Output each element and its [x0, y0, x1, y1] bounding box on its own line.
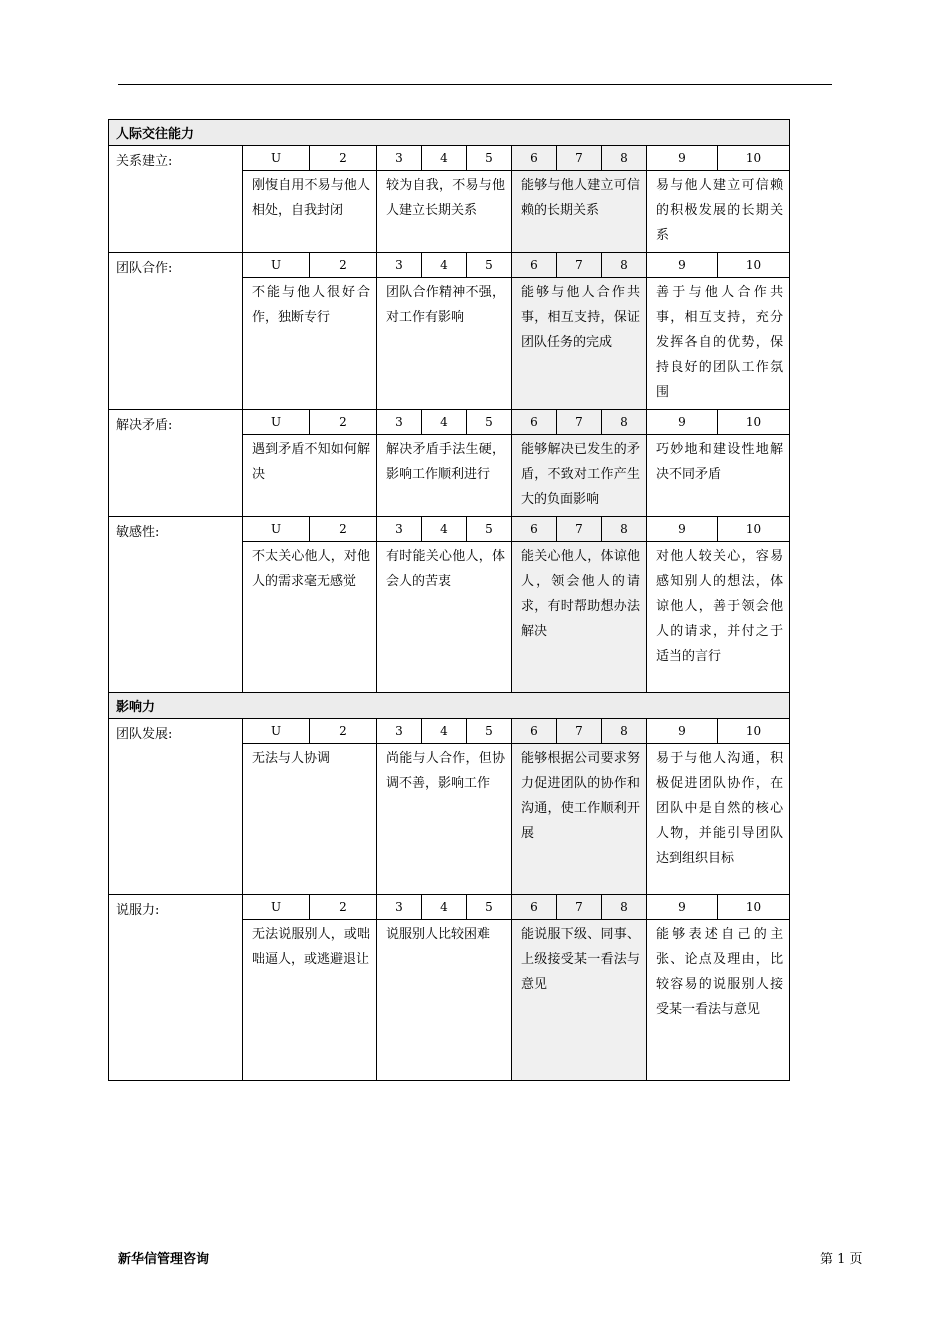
score-cell: 9: [647, 719, 718, 744]
score-cell: 7: [557, 895, 602, 920]
level-description: 遇到矛盾不知如何解决: [243, 435, 377, 517]
score-cell: 4: [422, 253, 467, 278]
score-cell: 8: [602, 719, 647, 744]
level-description: 不太关心他人，对他人的需求毫无感觉: [243, 542, 377, 693]
score-cell: 9: [647, 517, 718, 542]
score-cell: U: [243, 517, 310, 542]
score-cell: 10: [718, 410, 790, 435]
score-cell: 7: [557, 253, 602, 278]
score-cell: 3: [377, 253, 422, 278]
scale-row: [109, 410, 790, 435]
score-cell: U: [243, 719, 310, 744]
section-title: 影响力: [109, 693, 790, 719]
score-cell: 8: [602, 517, 647, 542]
criterion-label: 说服力:: [109, 895, 243, 1081]
score-cell: 2: [310, 517, 377, 542]
scale-row: [109, 719, 790, 744]
score-cell: 6: [512, 146, 557, 171]
score-cell: 3: [377, 410, 422, 435]
score-cell: 5: [467, 719, 512, 744]
criterion-label: 解决矛盾:: [109, 410, 243, 517]
level-description: 能关心他人，体谅他人，领会他人的请求，有时帮助想办法解决: [512, 542, 647, 693]
level-description: 对他人较关心，容易感知别人的想法，体谅他人，善于领会他人的请求，并付之于适当的言行: [647, 542, 790, 693]
score-cell: 7: [557, 146, 602, 171]
level-description: 较为自我，不易与他人建立长期关系: [377, 171, 512, 253]
level-description: 能够与他人合作共事，相互支持，保证团队任务的完成: [512, 278, 647, 410]
score-cell: 5: [467, 895, 512, 920]
score-cell: 3: [377, 895, 422, 920]
criterion-label: 团队发展:: [109, 719, 243, 895]
header-rule: [118, 84, 832, 85]
criterion-label: 敏感性:: [109, 517, 243, 693]
level-description: 巧妙地和建设性地解决不同矛盾: [647, 435, 790, 517]
level-description: 能说服下级、同事、上级接受某一看法与意见: [512, 920, 647, 1081]
section-header-row: [109, 120, 790, 146]
score-cell: 5: [467, 410, 512, 435]
score-cell: 4: [422, 517, 467, 542]
score-cell: 9: [647, 895, 718, 920]
level-description: 不能与他人很好合作，独断专行: [243, 278, 377, 410]
score-cell: U: [243, 253, 310, 278]
level-description: 尚能与人合作，但协调不善，影响工作: [377, 744, 512, 895]
section-header-row: [109, 693, 790, 719]
level-description: 团队合作精神不强，对工作有影响: [377, 278, 512, 410]
score-cell: 8: [602, 146, 647, 171]
score-cell: 3: [377, 719, 422, 744]
level-description: 说服别人比较困难: [377, 920, 512, 1081]
score-cell: 2: [310, 253, 377, 278]
score-cell: 5: [467, 253, 512, 278]
level-description: 刚愎自用不易与他人相处，自我封闭: [243, 171, 377, 253]
score-cell: 2: [310, 410, 377, 435]
scale-row: [109, 253, 790, 278]
score-cell: 7: [557, 410, 602, 435]
score-cell: 4: [422, 895, 467, 920]
score-cell: 10: [718, 146, 790, 171]
score-cell: 9: [647, 410, 718, 435]
level-description: 能够根据公司要求努力促进团队的协作和沟通，使工作顺利开展: [512, 744, 647, 895]
score-cell: 3: [377, 146, 422, 171]
scale-row: [109, 146, 790, 171]
score-cell: 10: [718, 719, 790, 744]
score-cell: 6: [512, 517, 557, 542]
section-title: 人际交往能力: [109, 120, 790, 146]
scale-row: [109, 895, 790, 920]
level-description: 能够与他人建立可信赖的长期关系: [512, 171, 647, 253]
score-cell: 5: [467, 517, 512, 542]
score-cell: 10: [718, 253, 790, 278]
footer-company: 新华信管理咨询: [118, 1252, 210, 1267]
level-description: 易于与他人沟通，积极促进团队协作，在团队中是自然的核心人物，并能引导团队达到组织目标: [647, 744, 790, 895]
score-cell: 3: [377, 517, 422, 542]
score-cell: 7: [557, 719, 602, 744]
level-description: 善于与他人合作共事，相互支持，充分发挥各自的优势，保持良好的团队工作氛围: [647, 278, 790, 410]
score-cell: 2: [310, 895, 377, 920]
criterion-label: 团队合作:: [109, 253, 243, 410]
score-cell: 4: [422, 410, 467, 435]
score-cell: 8: [602, 410, 647, 435]
level-description: 无法与人协调: [243, 744, 377, 895]
score-cell: 9: [647, 146, 718, 171]
level-description: 易与他人建立可信赖的积极发展的长期关系: [647, 171, 790, 253]
criterion-label: 关系建立:: [109, 146, 243, 253]
score-cell: 2: [310, 146, 377, 171]
footer-page-number: 第 1 页: [820, 1252, 863, 1267]
level-description: 能够表述自己的主张、论点及理由，比较容易的说服别人接受某一看法与意见: [647, 920, 790, 1081]
score-cell: 8: [602, 253, 647, 278]
level-description: 有时能关心他人，体会人的苦衷: [377, 542, 512, 693]
score-cell: 10: [718, 895, 790, 920]
score-cell: 7: [557, 517, 602, 542]
score-cell: 5: [467, 146, 512, 171]
level-description: 解决矛盾手法生硬，影响工作顺利进行: [377, 435, 512, 517]
score-cell: 8: [602, 895, 647, 920]
score-cell: U: [243, 410, 310, 435]
scale-row: [109, 517, 790, 542]
score-cell: 6: [512, 895, 557, 920]
score-cell: 6: [512, 253, 557, 278]
score-cell: 6: [512, 410, 557, 435]
level-description: 能够解决已发生的矛盾，不致对工作产生大的负面影响: [512, 435, 647, 517]
score-cell: 10: [718, 517, 790, 542]
score-cell: 9: [647, 253, 718, 278]
level-description: 无法说服别人，或咄咄逼人，或逃避退让: [243, 920, 377, 1081]
score-cell: 4: [422, 719, 467, 744]
score-cell: U: [243, 146, 310, 171]
score-cell: 2: [310, 719, 377, 744]
evaluation-table: [108, 119, 790, 1081]
score-cell: 4: [422, 146, 467, 171]
score-cell: 6: [512, 719, 557, 744]
score-cell: U: [243, 895, 310, 920]
